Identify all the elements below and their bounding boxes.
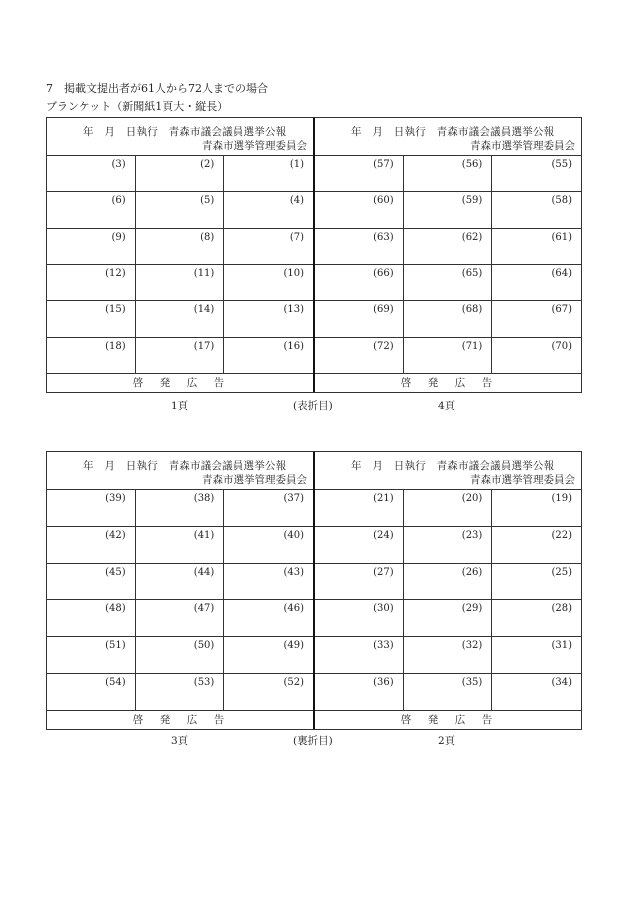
candidate-slot [224, 265, 313, 301]
slot-number: (11) [193, 267, 215, 279]
candidate-slot [47, 265, 136, 301]
slot-number: (13) [283, 304, 304, 316]
candidate-slot [315, 192, 404, 228]
panel-header [315, 452, 581, 490]
slot-number: (10) [283, 267, 304, 279]
candidate-slot [136, 600, 225, 637]
election-title: 年 月 日執行 青森市議会議員選挙公報 [83, 460, 287, 472]
candidate-slot [224, 490, 313, 527]
slot-number: (28) [551, 603, 572, 615]
candidate-slot [404, 265, 493, 301]
candidate-slot [224, 637, 313, 674]
committee-name: 青森市選挙管理委員会 [202, 140, 307, 152]
slot-number: (54) [105, 677, 126, 689]
slot-number: (39) [105, 493, 126, 504]
election-title: 年 月 日執行 青森市議会議員選挙公報 [351, 126, 555, 138]
slot-number: (55) [551, 159, 572, 170]
page-2-panel [315, 452, 581, 729]
page-3-panel [47, 452, 315, 729]
candidate-slot [47, 338, 136, 374]
slot-number: (47) [193, 603, 215, 615]
candidate-slot [224, 564, 313, 601]
slot-number: (40) [283, 529, 304, 541]
fold-label: (表折目) [293, 400, 333, 412]
slot-number: (38) [193, 493, 215, 504]
candidate-slot [404, 490, 493, 527]
candidate-slot [224, 527, 313, 564]
section-heading: 7 掲載文提出者が61人から72人までの場合 [46, 82, 268, 95]
candidate-slot [404, 301, 493, 337]
candidate-slot [315, 156, 404, 192]
candidate-slot [47, 229, 136, 265]
candidate-slot [315, 600, 404, 637]
candidate-slot [136, 192, 225, 228]
candidate-slot [404, 156, 493, 192]
page-4-panel [315, 118, 581, 392]
candidate-slot [404, 637, 493, 674]
ad-footer: 啓 発 広 告 [132, 377, 228, 389]
slot-number: (30) [373, 603, 394, 615]
candidate-slot [47, 527, 136, 564]
slot-number: (4) [289, 195, 304, 207]
candidate-slot [47, 301, 136, 337]
slot-number: (59) [461, 195, 483, 207]
format-subheading: ブランケット（新聞紙1頁大・縦長） [46, 100, 229, 113]
candidate-slot [47, 490, 136, 527]
candidate-slot [224, 192, 313, 228]
slot-number: (18) [105, 340, 126, 352]
slot-number: (45) [105, 566, 126, 578]
candidate-slot [136, 265, 225, 301]
candidate-slot [136, 338, 225, 374]
slot-number: (14) [193, 304, 215, 316]
slot-number: (60) [373, 195, 394, 207]
candidate-slot [492, 637, 581, 674]
fold-label: (裏折目) [293, 735, 333, 747]
slot-number: (69) [373, 304, 394, 316]
candidate-slot [315, 301, 404, 337]
candidate-slot [492, 674, 581, 711]
panel-header [47, 118, 313, 156]
candidate-slot [136, 637, 225, 674]
slot-number: (25) [551, 566, 572, 578]
candidate-slot [224, 229, 313, 265]
candidate-slot [404, 338, 493, 374]
slot-number: (37) [283, 493, 304, 504]
slot-grid [47, 156, 313, 374]
slot-number: (51) [105, 640, 126, 652]
candidate-slot [47, 674, 136, 711]
candidate-slot [47, 156, 136, 192]
candidate-slot [492, 265, 581, 301]
slot-number: (72) [373, 340, 394, 352]
slot-number: (32) [461, 640, 483, 652]
candidate-slot [136, 301, 225, 337]
page-label: 1頁 [171, 400, 189, 412]
page-label: 3頁 [171, 735, 189, 747]
slot-number: (52) [283, 677, 304, 689]
candidate-slot [404, 229, 493, 265]
candidate-slot [224, 301, 313, 337]
candidate-slot [315, 338, 404, 374]
candidate-slot [492, 490, 581, 527]
ad-footer: 啓 発 広 告 [400, 377, 496, 389]
candidate-slot [404, 192, 493, 228]
candidate-slot [315, 564, 404, 601]
candidate-slot [492, 192, 581, 228]
candidate-slot [492, 156, 581, 192]
slot-number: (67) [551, 304, 572, 316]
election-title: 年 月 日執行 青森市議会議員選挙公報 [351, 460, 555, 472]
slot-grid [47, 490, 313, 711]
candidate-slot [136, 564, 225, 601]
slot-number: (50) [193, 640, 215, 652]
election-title: 年 月 日執行 青森市議会議員選挙公報 [83, 126, 287, 138]
candidate-slot [315, 265, 404, 301]
candidate-slot [47, 564, 136, 601]
candidate-slot [136, 527, 225, 564]
candidate-slot [492, 301, 581, 337]
bottom-sheet [46, 451, 582, 730]
ad-footer: 啓 発 広 告 [400, 714, 496, 726]
slot-number: (64) [551, 267, 572, 279]
candidate-slot [404, 527, 493, 564]
slot-number: (46) [283, 603, 304, 615]
candidate-slot [315, 490, 404, 527]
slot-number: (35) [461, 677, 483, 689]
candidate-slot [47, 192, 136, 228]
candidate-slot [404, 674, 493, 711]
slot-number: (21) [373, 493, 394, 504]
slot-number: (7) [289, 231, 304, 243]
slot-number: (48) [105, 603, 126, 615]
slot-number: (5) [200, 195, 215, 207]
slot-number: (19) [551, 493, 572, 504]
slot-number: (23) [461, 529, 483, 541]
slot-number: (8) [200, 231, 215, 243]
slot-number: (36) [373, 677, 394, 689]
candidate-slot [492, 600, 581, 637]
panel-header [315, 118, 581, 156]
page-1-panel [47, 118, 315, 392]
slot-number: (62) [461, 231, 483, 243]
slot-number: (31) [551, 640, 572, 652]
candidate-slot [224, 674, 313, 711]
slot-number: (34) [551, 677, 572, 689]
top-sheet [46, 117, 582, 393]
slot-number: (22) [551, 529, 572, 541]
candidate-slot [224, 156, 313, 192]
slot-number: (24) [373, 529, 394, 541]
slot-number: (29) [461, 603, 483, 615]
slot-number: (44) [193, 566, 215, 578]
slot-number: (57) [373, 159, 394, 170]
candidate-slot [315, 674, 404, 711]
slot-number: (43) [283, 566, 304, 578]
candidate-slot [47, 637, 136, 674]
candidate-slot [492, 527, 581, 564]
candidate-slot [136, 490, 225, 527]
slot-number: (66) [373, 267, 394, 279]
slot-number: (71) [461, 340, 483, 352]
slot-grid [315, 156, 581, 374]
candidate-slot [47, 600, 136, 637]
committee-name: 青森市選挙管理委員会 [202, 474, 307, 486]
panel-header [47, 452, 313, 490]
slot-number: (1) [289, 159, 304, 170]
page-label: 4頁 [438, 400, 456, 412]
slot-number: (20) [461, 493, 483, 504]
slot-number: (15) [105, 304, 126, 316]
candidate-slot [136, 674, 225, 711]
ad-footer: 啓 発 広 告 [132, 714, 228, 726]
candidate-slot [404, 564, 493, 601]
candidate-slot [492, 229, 581, 265]
slot-number: (49) [283, 640, 304, 652]
slot-number: (33) [373, 640, 394, 652]
slot-grid [315, 490, 581, 711]
slot-number: (26) [461, 566, 483, 578]
slot-number: (65) [461, 267, 483, 279]
slot-number: (27) [373, 566, 394, 578]
candidate-slot [224, 338, 313, 374]
candidate-slot [224, 600, 313, 637]
slot-number: (53) [193, 677, 215, 689]
candidate-slot [404, 600, 493, 637]
candidate-slot [315, 527, 404, 564]
candidate-slot [315, 229, 404, 265]
candidate-slot [136, 229, 225, 265]
candidate-slot [136, 156, 225, 192]
page-label: 2頁 [438, 735, 456, 747]
slot-number: (68) [461, 304, 483, 316]
candidate-slot [492, 564, 581, 601]
slot-number: (70) [551, 340, 572, 352]
slot-number: (3) [111, 159, 126, 170]
slot-number: (63) [373, 231, 394, 243]
slot-number: (12) [105, 267, 126, 279]
slot-number: (2) [200, 159, 215, 170]
slot-number: (58) [551, 195, 572, 207]
slot-number: (16) [283, 340, 304, 352]
slot-number: (6) [111, 195, 126, 207]
slot-number: (56) [461, 159, 483, 170]
slot-number: (61) [551, 231, 572, 243]
slot-number: (41) [193, 529, 215, 541]
committee-name: 青森市選挙管理委員会 [470, 140, 575, 152]
slot-number: (42) [105, 529, 126, 541]
candidate-slot [315, 637, 404, 674]
slot-number: (9) [111, 231, 126, 243]
committee-name: 青森市選挙管理委員会 [470, 474, 575, 486]
slot-number: (17) [193, 340, 215, 352]
candidate-slot [492, 338, 581, 374]
